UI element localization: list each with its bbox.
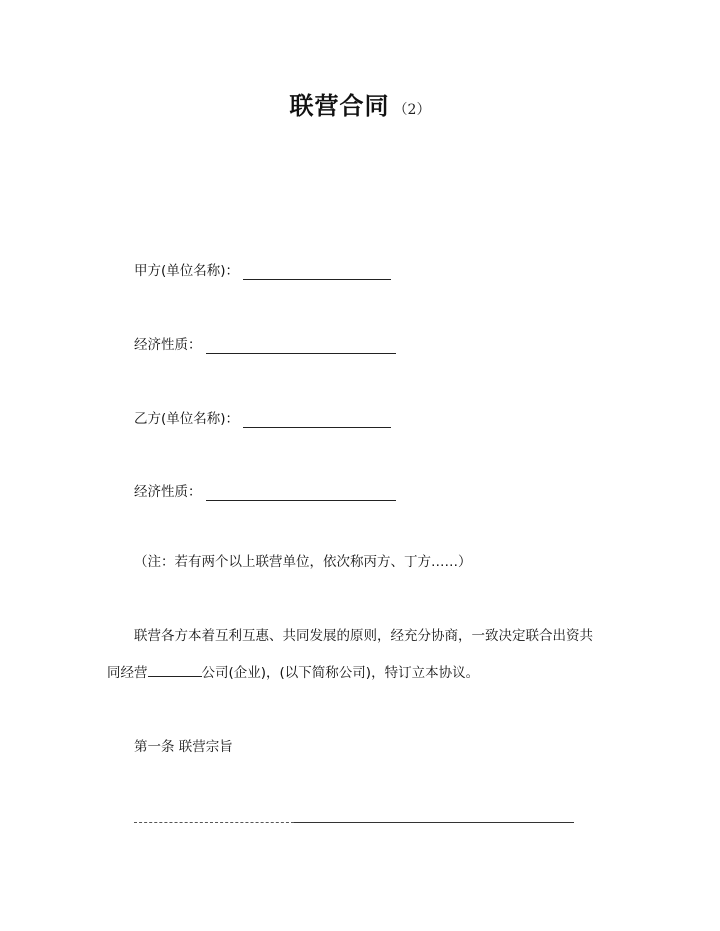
note-text: （注：若有两个以上联营单位，依次称丙方、丁方……） bbox=[134, 554, 472, 570]
party-b-nature-blank[interactable] bbox=[206, 486, 396, 501]
party-b-name-row bbox=[134, 410, 391, 428]
party-a-nature-blank[interactable] bbox=[206, 339, 396, 354]
party-a-name-label: 甲方(单位名称)： bbox=[134, 263, 240, 279]
party-a-name-row bbox=[134, 262, 391, 280]
party-a-nature-label: 经济性质： bbox=[134, 337, 202, 353]
party-b-name-label: 乙方(单位名称)： bbox=[134, 411, 240, 427]
intro-line-2 bbox=[107, 662, 617, 682]
intro-line-2-prefix: 同经营 bbox=[107, 665, 148, 681]
party-b-nature-row bbox=[134, 483, 396, 501]
article-1-heading: 第一条 联营宗旨 bbox=[134, 739, 233, 755]
intro-paragraph bbox=[107, 627, 617, 682]
intro-line-2-suffix: 公司(企业)，(以下简称公司)，特订立本协议。 bbox=[201, 665, 480, 681]
party-b-name-blank[interactable] bbox=[243, 413, 391, 428]
company-name-blank[interactable] bbox=[148, 662, 202, 677]
party-a-name-blank[interactable] bbox=[243, 265, 391, 280]
document-title bbox=[0, 86, 720, 121]
party-b-nature-label: 经济性质： bbox=[134, 484, 202, 500]
title-main: 联营合同 bbox=[289, 91, 390, 120]
dashed-rule bbox=[134, 822, 294, 823]
title-suffix: （2） bbox=[393, 102, 431, 118]
solid-rule bbox=[294, 822, 574, 823]
party-a-nature-row bbox=[134, 336, 396, 354]
article-1-content-blank[interactable] bbox=[134, 822, 574, 824]
intro-line-1: 联营各方本着互利互惠、共同发展的原则，经充分协商，一致决定联合出资共 bbox=[134, 628, 593, 644]
